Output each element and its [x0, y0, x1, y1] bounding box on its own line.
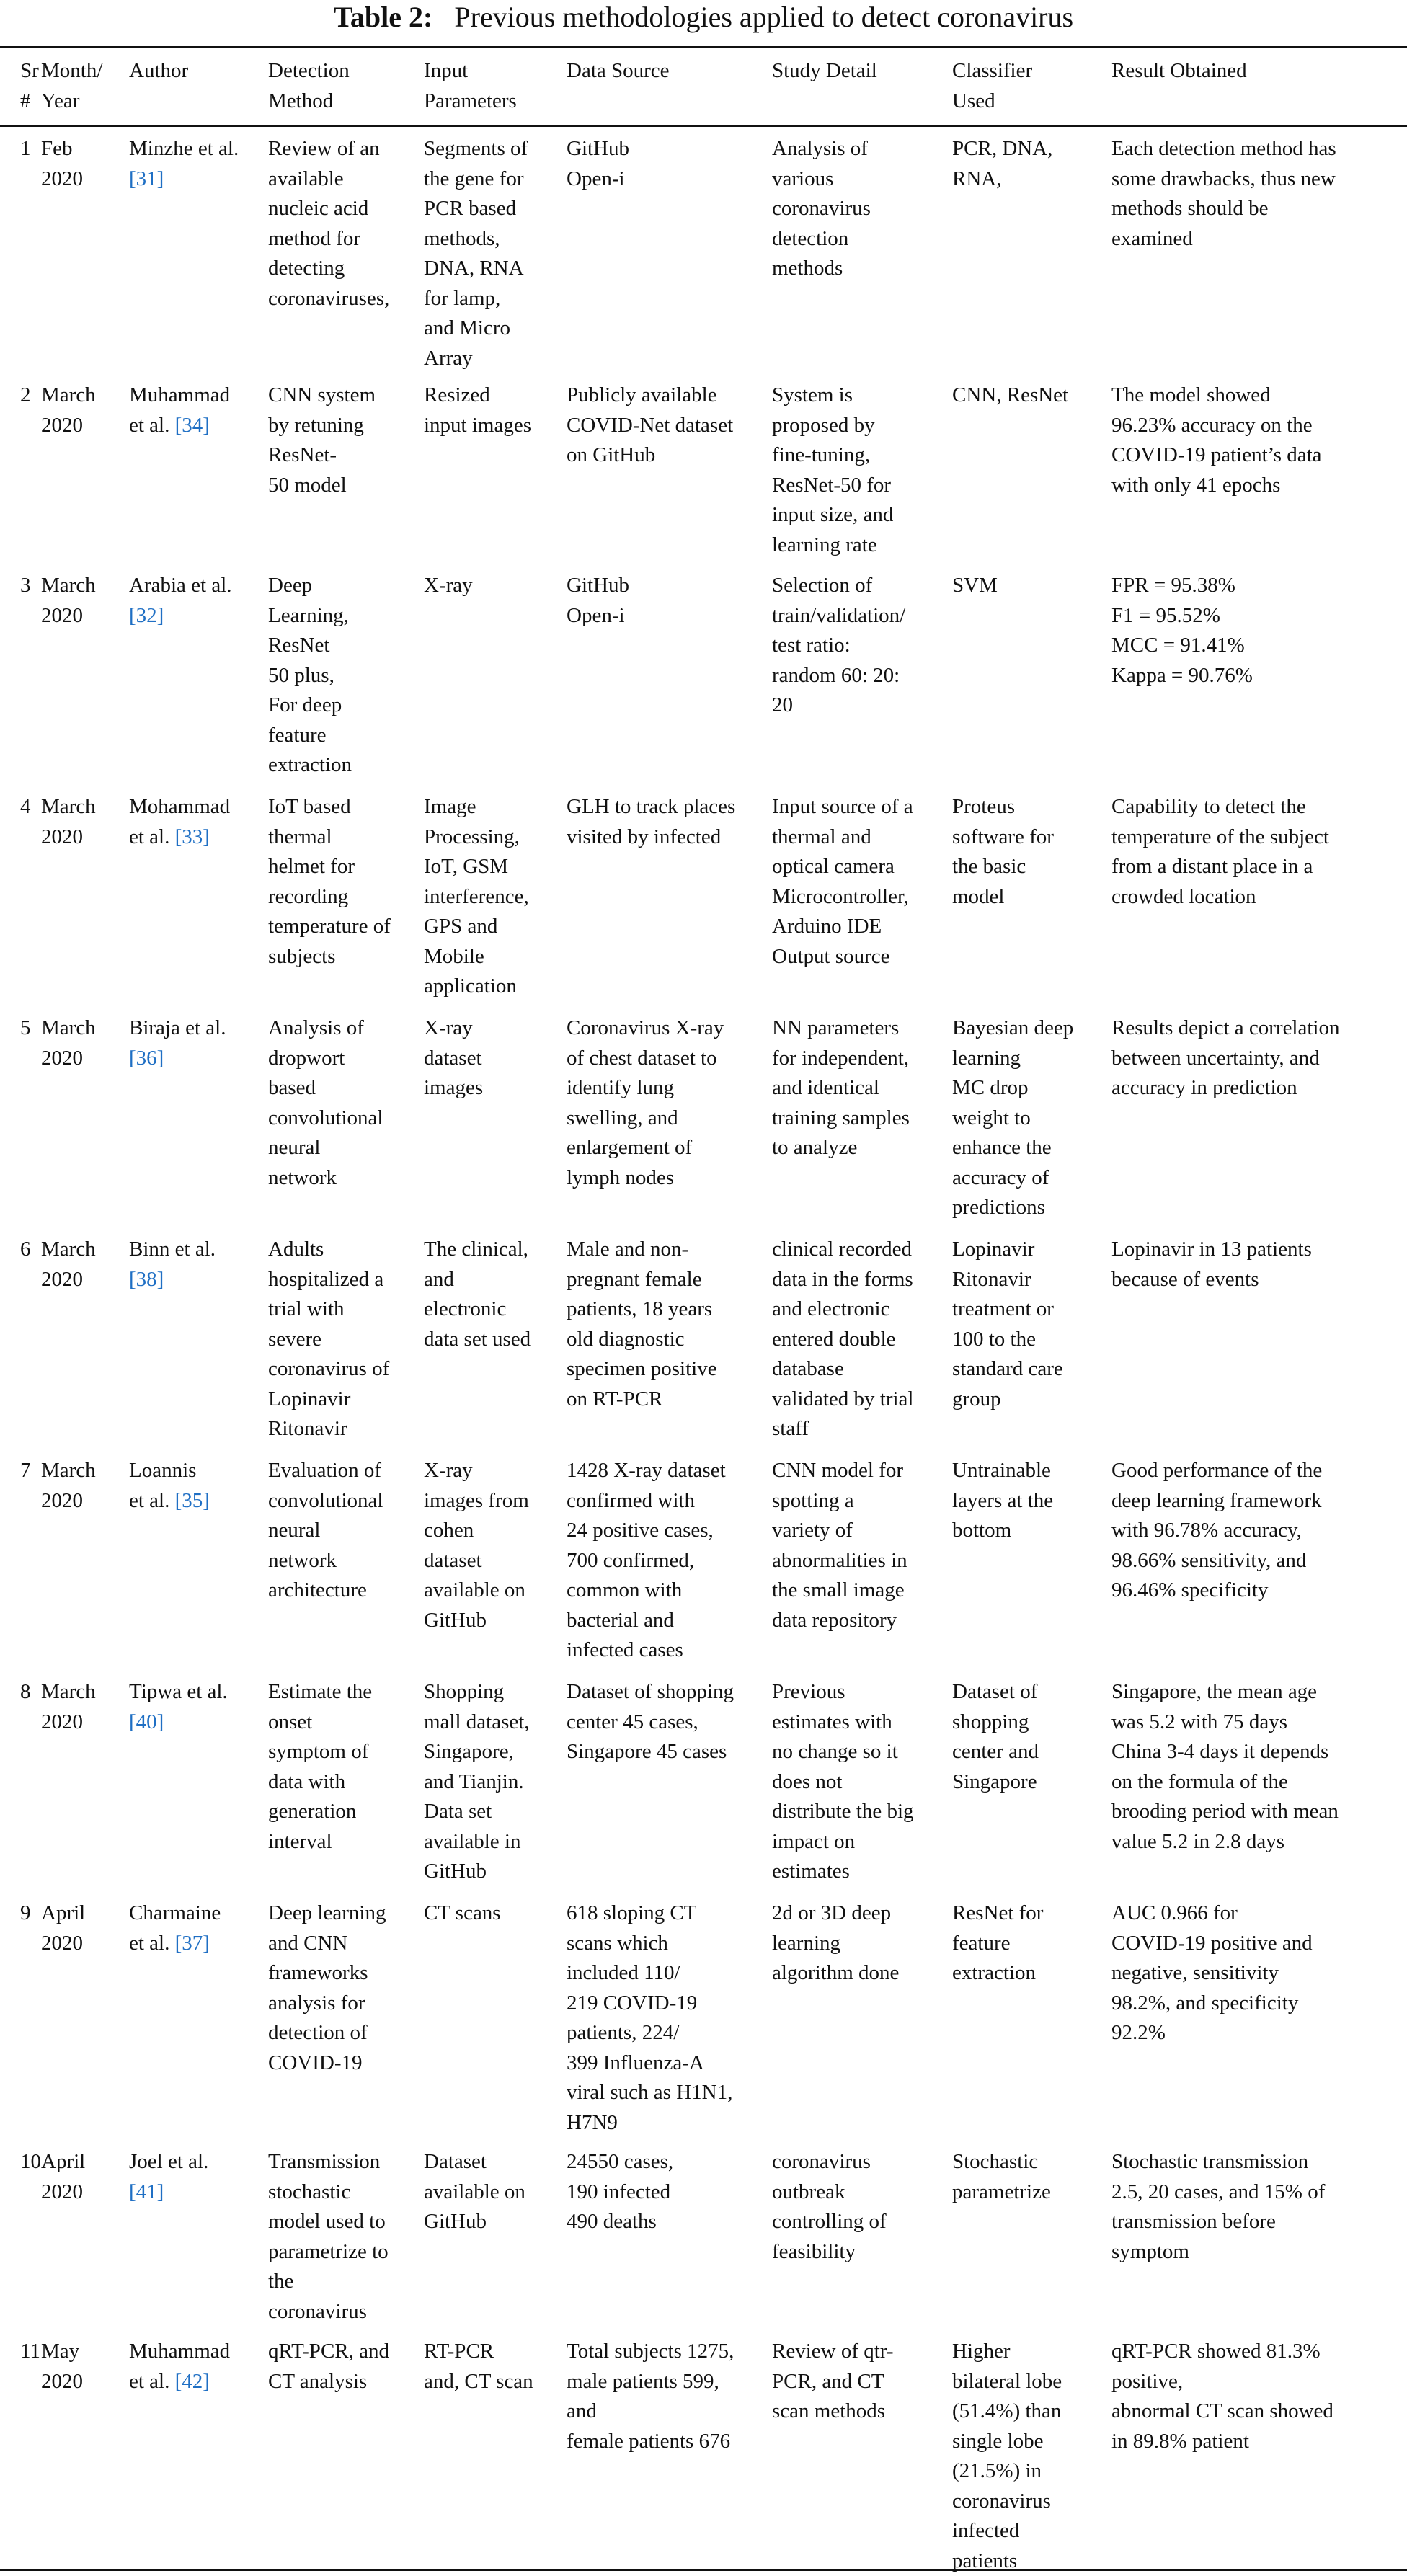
cell-author	[129, 1891, 268, 2140]
cell-data-source: 1428 X-ray dataset confirmed with 24 positive cases, 700 confirmed, common with bacterial and infected cases	[567, 1459, 726, 1661]
cell-data-source: Coronavirus X-ray of chest dataset to identify lung swelling, and enlargement of lymph nodes	[567, 1016, 724, 1189]
cell-input-parameters: Dataset available on GitHub	[424, 2150, 525, 2233]
cell-month-year: March 2020	[41, 1238, 96, 1291]
cell-detection-method: Transmission stochastic model used to parametrize to the coronavirus	[268, 2150, 389, 2323]
cell-result: Results depict a correlation between uncertainty, and accuracy in prediction	[1111, 1016, 1340, 1099]
column-header: Data Source	[567, 59, 670, 82]
table-row	[0, 1449, 1407, 1670]
cell-data-source: Total subjects 1275, male patients 599, and female patients 676	[567, 2340, 734, 2453]
cell-author	[129, 564, 268, 785]
cell-classifier: Proteus software for the basic model	[952, 795, 1054, 908]
cell-sr: 4	[20, 795, 31, 818]
cell-input-parameters: Resized input images	[424, 383, 532, 437]
cell-data-source: 618 sloping CT scans which included 110/ 219 COVID-19 patients, 224/ 399 Influenza-A viral such as H1N1, H7N9	[567, 1901, 733, 2134]
author-name: Biraja et al.	[129, 1016, 226, 1039]
cell-input-parameters: Image Processing, IoT, GSM interference, GPS and Mobile application	[424, 795, 529, 998]
table-row	[0, 125, 1407, 373]
cell-classifier: CNN, ResNet	[952, 383, 1069, 407]
cell-study-detail: NN parameters for independent, and identical training samples to analyze	[772, 1016, 910, 1159]
cell-result: Singapore, the mean age was 5.2 with 75 days China 3-4 days it depends on the formula of the brooding period with mean value 5.2 in 2.8 days	[1111, 1680, 1339, 1853]
cell-sr: 5	[20, 1016, 31, 1039]
reference-link[interactable]: [32]	[129, 603, 164, 627]
column-header: Study Detail	[772, 59, 877, 82]
author-name: Tipwa et al.	[129, 1680, 228, 1703]
cell-detection-method: Review of an available nucleic acid method for detecting coronaviruses,	[268, 137, 390, 310]
cell-author	[129, 2140, 268, 2329]
cell-input-parameters: Segments of the gene for PCR based methods, DNA, RNA for lamp, and Micro Array	[424, 137, 528, 370]
cell-sr: 8	[20, 1680, 31, 1703]
cell-result: Each detection method has some drawbacks, thus new methods should be examined	[1111, 137, 1336, 250]
author-name: Charmaine et al.	[129, 1901, 221, 1955]
cell-data-source: GLH to track places visited by infected	[567, 795, 736, 848]
reference-link[interactable]: [31]	[129, 166, 164, 190]
cell-author	[129, 125, 268, 373]
column-header: Sr #	[20, 59, 39, 112]
cell-classifier: Stochastic parametrize	[952, 2150, 1051, 2203]
cell-month-year: March 2020	[41, 574, 96, 627]
table-row	[0, 2329, 1407, 2576]
column-header: Author	[129, 59, 189, 82]
author-name: Joel et al.	[129, 2150, 209, 2173]
methodologies-table	[0, 46, 1407, 2576]
reference-link[interactable]: [37]	[174, 1931, 210, 1955]
column-header: Classifier Used	[952, 59, 1033, 112]
table-row	[0, 1227, 1407, 1449]
reference-link[interactable]: [35]	[174, 1488, 210, 1512]
cell-detection-method: Deep learning and CNN frameworks analysis for detection of COVID-19	[268, 1901, 386, 2074]
author-name: Binn et al.	[129, 1238, 216, 1261]
cell-result: Capability to detect the temperature of the subject from a distant place in a crowded location	[1111, 795, 1329, 908]
cell-result: Stochastic transmission 2.5, 20 cases, and 15% of transmission before symptom	[1111, 2150, 1326, 2263]
cell-study-detail: Review of qtr- PCR, and CT scan methods	[772, 2340, 894, 2422]
cell-month-year: March 2020	[41, 795, 96, 848]
cell-sr: 6	[20, 1238, 31, 1261]
column-header: Month/ Year	[41, 59, 103, 112]
cell-detection-method: Deep Learning, ResNet 50 plus, For deep feature extraction	[268, 574, 352, 776]
table-row	[0, 373, 1407, 564]
table-body	[0, 125, 1407, 2576]
reference-link[interactable]: [42]	[174, 2369, 210, 2393]
cell-study-detail: System is proposed by fine-tuning, ResNet-50 for input size, and learning rate	[772, 383, 894, 556]
cell-classifier: PCR, DNA, RNA,	[952, 137, 1053, 190]
cell-author	[129, 1006, 268, 1227]
reference-link[interactable]: [33]	[174, 825, 210, 848]
cell-classifier: ResNet for feature extraction	[952, 1901, 1044, 1984]
cell-result: Good performance of the deep learning framework with 96.78% accuracy, 98.66% sensitivity, and 96.46% specificity	[1111, 1459, 1323, 1602]
table-row	[0, 2140, 1407, 2329]
cell-author	[129, 373, 268, 564]
cell-classifier: Dataset of shopping center and Singapore	[952, 1680, 1039, 1793]
cell-classifier: SVM	[952, 574, 998, 597]
cell-study-detail: CNN model for spotting a variety of abnormalities in the small image data repository	[772, 1459, 907, 1632]
column-header: Result Obtained	[1111, 59, 1247, 82]
cell-result: FPR = 95.38% F1 = 95.52% MCC = 91.41% Kappa = 90.76%	[1111, 574, 1253, 687]
cell-detection-method: Adults hospitalized a trial with severe coronavirus of Lopinavir Ritonavir	[268, 1238, 390, 1440]
table-row	[0, 564, 1407, 785]
cell-month-year: March 2020	[41, 1016, 96, 1070]
cell-study-detail: Previous estimates with no change so it does not distribute the big impact on estimates	[772, 1680, 914, 1883]
cell-author	[129, 1227, 268, 1449]
table-row	[0, 1670, 1407, 1891]
cell-author	[129, 1449, 268, 1670]
column-header: Detection Method	[268, 59, 350, 112]
author-name: Minzhe et al.	[129, 137, 239, 160]
cell-input-parameters: X-ray	[424, 574, 473, 597]
cell-input-parameters: X-ray dataset images	[424, 1016, 484, 1099]
cell-data-source: Male and non- pregnant female patients, 18 years old diagnostic specimen positive on RT-PCR	[567, 1238, 717, 1411]
cell-month-year: April 2020	[41, 1901, 86, 1955]
cell-detection-method: IoT based thermal helmet for recording temperature of subjects	[268, 795, 391, 968]
cell-classifier: Untrainable layers at the bottom	[952, 1459, 1054, 1542]
cell-input-parameters: The clinical, and electronic data set used	[424, 1238, 531, 1351]
author-name: Loannis et al.	[129, 1459, 197, 1512]
cell-classifier: Lopinavir Ritonavir treatment or 100 to the standard care group	[952, 1238, 1063, 1411]
cell-result: qRT-PCR showed 81.3% positive, abnormal CT scan showed in 89.8% patient	[1111, 2340, 1333, 2453]
cell-study-detail: clinical recorded data in the forms and electronic entered double database validated by trial staff	[772, 1238, 914, 1440]
reference-link[interactable]: [38]	[129, 1267, 164, 1291]
cell-author	[129, 785, 268, 1006]
reference-link[interactable]: [36]	[129, 1046, 164, 1070]
author-name: Mohammad et al.	[129, 795, 231, 848]
author-name: Muhammad et al.	[129, 2340, 231, 2393]
cell-sr: 10	[20, 2150, 41, 2173]
cell-detection-method: Evaluation of convolutional neural network architecture	[268, 1459, 383, 1602]
cell-sr: 9	[20, 1901, 31, 1924]
reference-link[interactable]: [34]	[174, 413, 210, 437]
author-name: Arabia et al.	[129, 574, 232, 597]
cell-month-year: March 2020	[41, 383, 96, 437]
cell-data-source: 24550 cases, 190 infected 490 deaths	[567, 2150, 674, 2233]
cell-data-source: Publicly available COVID-Net dataset on GitHub	[567, 383, 734, 466]
table-row	[0, 1891, 1407, 2140]
cell-detection-method: qRT-PCR, and CT analysis	[268, 2340, 389, 2393]
cell-month-year: April 2020	[41, 2150, 86, 2203]
cell-month-year: March 2020	[41, 1459, 96, 1512]
cell-detection-method: Analysis of dropwort based convolutional neural network	[268, 1016, 383, 1189]
cell-sr: 11	[20, 2340, 40, 2363]
cell-result: The model showed 96.23% accuracy on the COVID-19 patient’s data with only 41 epochs	[1111, 383, 1322, 497]
cell-input-parameters: CT scans	[424, 1901, 501, 1924]
cell-input-parameters: RT-PCR and, CT scan	[424, 2340, 533, 2393]
table-caption	[0, 0, 1407, 37]
cell-result: Lopinavir in 13 patients because of events	[1111, 1238, 1312, 1291]
cell-month-year: March 2020	[41, 1680, 96, 1733]
cell-result: AUC 0.966 for COVID-19 positive and negative, sensitivity 98.2%, and specificity 92.2%	[1111, 1901, 1313, 2044]
cell-input-parameters: X-ray images from cohen dataset available on GitHub	[424, 1459, 529, 1632]
column-header: Input Parameters	[424, 59, 517, 112]
cell-classifier: Bayesian deep learning MC drop weight to enhance the accuracy of predictions	[952, 1016, 1074, 1219]
table-row	[0, 785, 1407, 1006]
cell-input-parameters: Shopping mall dataset, Singapore, and Tianjin. Data set available in GitHub	[424, 1680, 530, 1883]
cell-study-detail: Selection of train/validation/ test ratio: random 60: 20: 20	[772, 574, 906, 716]
reference-link[interactable]: [40]	[129, 1710, 164, 1733]
cell-study-detail: Input source of a thermal and optical camera Microcontroller, Arduino IDE Output source	[772, 795, 913, 968]
cell-sr: 2	[20, 383, 31, 407]
cell-study-detail: 2d or 3D deep learning algorithm done	[772, 1901, 900, 1984]
cell-sr: 7	[20, 1459, 31, 1482]
author-name: Muhammad et al.	[129, 383, 231, 437]
cell-detection-method: Estimate the onset symptom of data with generation interval	[268, 1680, 373, 1853]
table-row	[0, 1006, 1407, 1227]
table-caption-label: Table 2:	[333, 1, 433, 33]
cell-data-source: GitHub Open-i	[567, 574, 629, 627]
table-caption-title: Previous methodologies applied to detect coronavirus	[454, 1, 1074, 33]
cell-study-detail: coronavirus outbreak controlling of feasibility	[772, 2150, 887, 2263]
cell-month-year: May 2020	[41, 2340, 83, 2393]
cell-detection-method: CNN system by retuning ResNet- 50 model	[268, 383, 376, 497]
cell-month-year: Feb 2020	[41, 137, 83, 190]
cell-sr: 3	[20, 574, 31, 597]
cell-study-detail: Analysis of various coronavirus detection methods	[772, 137, 871, 280]
reference-link[interactable]: [41]	[129, 2180, 164, 2203]
table-header-row	[0, 46, 1407, 125]
cell-data-source: GitHub Open-i	[567, 137, 629, 190]
cell-author	[129, 1670, 268, 1891]
cell-data-source: Dataset of shopping center 45 cases, Singapore 45 cases	[567, 1680, 734, 1763]
cell-sr: 1	[20, 137, 31, 160]
cell-author	[129, 2329, 268, 2576]
cell-classifier: Higher bilateral lobe (51.4%) than single lobe (21.5%) in coronavirus infected patients	[952, 2340, 1062, 2572]
